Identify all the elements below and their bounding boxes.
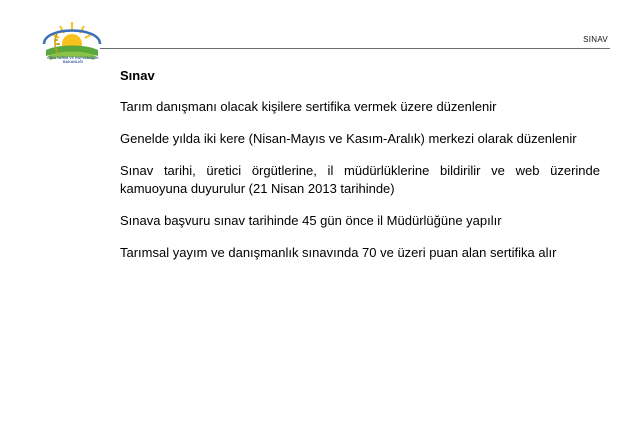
slide-title: Sınav: [120, 68, 155, 83]
paragraph-1: Tarım danışmanı olacak kişilere sertifika vermek üzere düzenlenir: [120, 99, 497, 114]
paragraph-5: Tarımsal yayım ve danışmanlık sınavında 70 ve üzeri puan alan sertifika alır: [120, 245, 557, 260]
paragraph-4: Sınava başvuru sınav tarihinde 45 gün önce il Müdürlüğüne yapılır: [120, 213, 502, 228]
paragraph-3: Sınav tarihi, üretici örgütlerine, il müdürlüklerine bildirilir ve web üzerinde kamuoyuna duyurulur (21 Nisan 2013 tarihinde): [120, 163, 600, 196]
header-divider: [100, 48, 610, 49]
logo-caption: GIDA TARIM VE HAYVANCILIK BAKANLIĞI: [47, 56, 99, 65]
sun-field-emblem-icon: [38, 16, 108, 80]
section-label: SINAV: [583, 35, 608, 44]
slide-content: [120, 60, 600, 276]
ministry-logo: [38, 16, 108, 80]
paragraph-2: Genelde yılda iki kere (Nisan-Mayıs ve Kasım-Aralık) merkezi olarak düzenlenir: [120, 131, 577, 146]
